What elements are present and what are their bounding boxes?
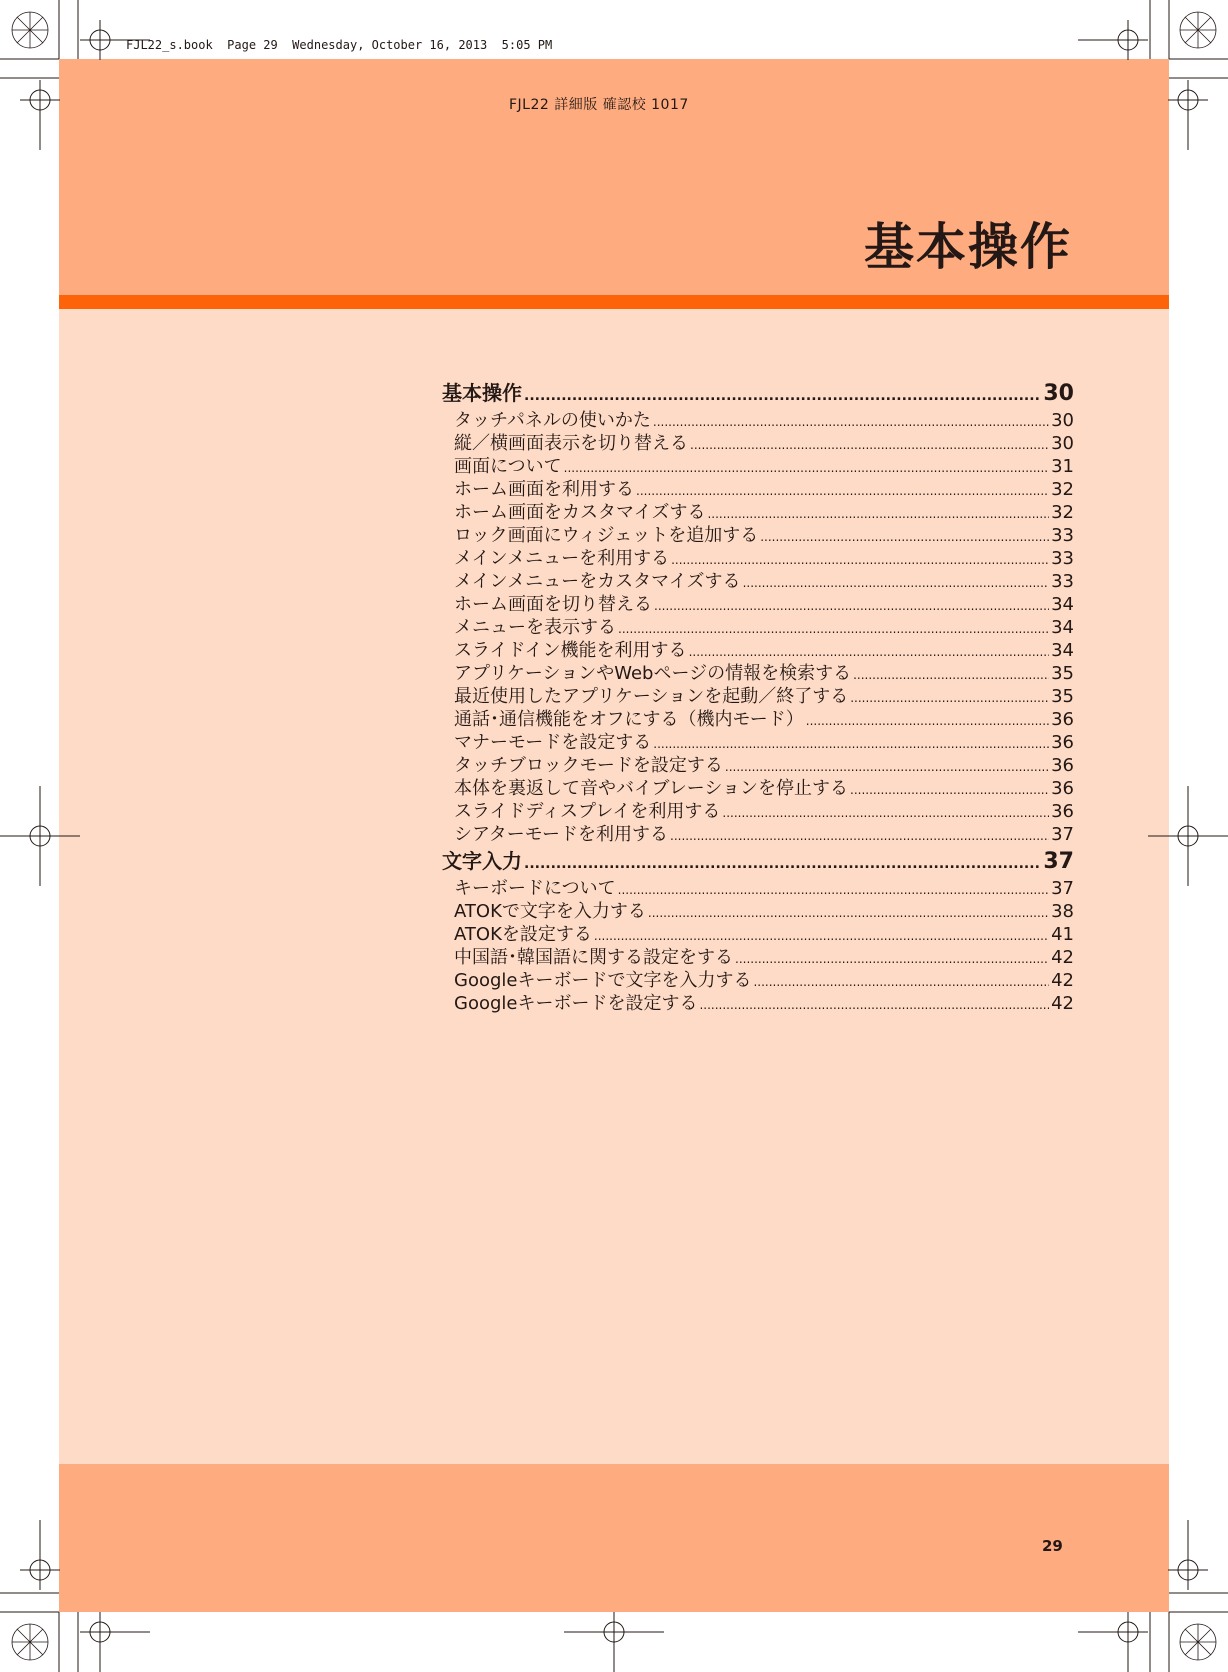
- toc-item-title: ATOKで文字を入力する: [454, 901, 646, 922]
- toc-item[interactable]: [442, 432, 1074, 455]
- toc-leader-dots: [618, 618, 1049, 641]
- toc-item-page: 42: [1051, 970, 1074, 991]
- toc-leader-dots: [670, 825, 1049, 848]
- toc-section[interactable]: [442, 846, 1074, 877]
- toc-item[interactable]: [442, 639, 1074, 662]
- toc-item-title: スライドディスプレイを利用する: [454, 801, 721, 822]
- toc-item-title: 本体を裏返して音やバイブレーションを停止する: [454, 778, 849, 799]
- toc-item-page: 32: [1051, 502, 1074, 523]
- toc-leader-dots: [690, 434, 1049, 457]
- toc-leader-dots: [524, 849, 1041, 880]
- toc-item[interactable]: [442, 501, 1074, 524]
- toc-item-title: 通話･通信機能をオフにする（機内モード）: [454, 709, 804, 730]
- table-of-contents: [442, 378, 1074, 1015]
- toc-item-page: 34: [1051, 594, 1074, 615]
- toc-item-page: 36: [1051, 732, 1074, 753]
- toc-item-page: 34: [1051, 617, 1074, 638]
- toc-item-page: 38: [1051, 901, 1074, 922]
- toc-item-title: 縦／横画面表示を切り替える: [454, 433, 688, 454]
- toc-leader-dots: [618, 879, 1049, 902]
- toc-item-title: タッチパネルの使いかた: [454, 410, 651, 431]
- toc-item-page: 42: [1051, 993, 1074, 1014]
- toc-item-page: 32: [1051, 479, 1074, 500]
- toc-item[interactable]: [442, 992, 1074, 1015]
- toc-leader-dots: [636, 480, 1049, 503]
- toc-item[interactable]: [442, 455, 1074, 478]
- toc-item[interactable]: [442, 823, 1074, 846]
- toc-item-page: 33: [1051, 571, 1074, 592]
- toc-leader-dots: [707, 503, 1049, 526]
- toc-item[interactable]: [442, 731, 1074, 754]
- toc-item-page: 37: [1051, 878, 1074, 899]
- toc-item-title: メニューを表示する: [454, 617, 616, 638]
- toc-item[interactable]: [442, 800, 1074, 823]
- toc-item-title: 最近使用したアプリケーションを起動／終了する: [454, 686, 849, 707]
- toc-item[interactable]: [442, 877, 1074, 900]
- accent-bar: [59, 295, 1169, 309]
- toc-item-title: 画面について: [454, 456, 562, 477]
- toc-section[interactable]: [442, 378, 1074, 409]
- toc-leader-dots: [853, 664, 1049, 687]
- toc-item[interactable]: [442, 923, 1074, 946]
- toc-item[interactable]: [442, 409, 1074, 432]
- toc-item[interactable]: [442, 900, 1074, 923]
- toc-leader-dots: [743, 572, 1050, 595]
- toc-item[interactable]: [442, 754, 1074, 777]
- toc-item-page: 34: [1051, 640, 1074, 661]
- toc-leader-dots: [654, 595, 1049, 618]
- toc-item-title: スライドイン機能を利用する: [454, 640, 687, 661]
- toc-item-title: 中国語･韓国語に関する設定をする: [454, 947, 733, 968]
- toc-item-page: 36: [1051, 778, 1074, 799]
- header-band: [59, 59, 1169, 295]
- toc-item[interactable]: [442, 570, 1074, 593]
- toc-leader-dots: [564, 457, 1049, 480]
- toc-item-page: 35: [1051, 663, 1074, 684]
- toc-leader-dots: [722, 802, 1049, 825]
- page: [59, 59, 1169, 1612]
- toc-item-page: 33: [1051, 548, 1074, 569]
- toc-item-title: ATOKを設定する: [454, 924, 592, 945]
- chapter-title: 基本操作: [864, 218, 1072, 276]
- toc-item[interactable]: [442, 524, 1074, 547]
- toc-leader-dots: [671, 549, 1049, 572]
- toc-item-page: 42: [1051, 947, 1074, 968]
- toc-leader-dots: [735, 948, 1049, 971]
- toc-item-title: シアターモードを利用する: [454, 824, 669, 845]
- toc-leader-dots: [699, 994, 1049, 1017]
- toc-leader-dots: [689, 641, 1050, 664]
- toc-item-title: アプリケーションやWebページの情報を検索する: [454, 663, 852, 684]
- toc-item-page: 36: [1051, 801, 1074, 822]
- toc-leader-dots: [594, 925, 1049, 948]
- toc-item-title: マナーモードを設定する: [454, 732, 652, 753]
- toc-item-title: メインメニューを利用する: [454, 548, 670, 569]
- toc-item[interactable]: [442, 946, 1074, 969]
- toc-item-page: 36: [1051, 755, 1074, 776]
- toc-section-page: 30: [1043, 381, 1074, 406]
- toc-item-title: Googleキーボードで文字を入力する: [454, 970, 752, 991]
- toc-leader-dots: [725, 756, 1049, 779]
- toc-item[interactable]: [442, 616, 1074, 639]
- toc-item[interactable]: [442, 777, 1074, 800]
- proof-label: FJL22 詳細版 確認校 1017: [509, 97, 689, 113]
- toc-item[interactable]: [442, 547, 1074, 570]
- toc-item-title: ホーム画面を切り替える: [454, 594, 652, 615]
- toc-item-page: 41: [1051, 924, 1074, 945]
- toc-item-page: 30: [1051, 433, 1074, 454]
- toc-item-title: ホーム画面を利用する: [454, 479, 634, 500]
- toc-item[interactable]: [442, 685, 1074, 708]
- toc-section-title: 基本操作: [442, 381, 522, 405]
- toc-item[interactable]: [442, 662, 1074, 685]
- toc-leader-dots: [760, 526, 1049, 549]
- toc-item-page: 35: [1051, 686, 1074, 707]
- print-slug: FJL22_s.book Page 29 Wednesday, October 16, 2013 5:05 PM: [126, 38, 553, 52]
- toc-item-page: 37: [1051, 824, 1074, 845]
- toc-item-title: キーボードについて: [454, 878, 616, 899]
- toc-leader-dots: [653, 411, 1049, 434]
- toc-section-page: 37: [1043, 849, 1074, 874]
- toc-item-page: 36: [1051, 709, 1074, 730]
- toc-item-title: Googleキーボードを設定する: [454, 993, 698, 1014]
- toc-leader-dots: [524, 381, 1041, 412]
- toc-item-title: タッチブロックモードを設定する: [454, 755, 723, 776]
- toc-section-title: 文字入力: [442, 849, 522, 873]
- toc-leader-dots: [653, 733, 1049, 756]
- toc-item[interactable]: [442, 478, 1074, 501]
- toc-leader-dots: [753, 971, 1049, 994]
- toc-item-title: ホーム画面をカスタマイズする: [454, 502, 706, 523]
- toc-item-title: メインメニューをカスタマイズする: [454, 571, 741, 592]
- toc-item-title: ロック画面にウィジェットを追加する: [454, 525, 759, 546]
- toc-item-page: 31: [1051, 456, 1074, 477]
- toc-item[interactable]: [442, 708, 1074, 731]
- toc-item[interactable]: [442, 593, 1074, 616]
- page-number: 29: [1042, 1537, 1063, 1555]
- toc-leader-dots: [850, 779, 1049, 802]
- toc-leader-dots: [648, 902, 1049, 925]
- toc-item-page: 30: [1051, 410, 1074, 431]
- toc-item-page: 33: [1051, 525, 1074, 546]
- footer-band: [59, 1464, 1169, 1612]
- toc-leader-dots: [806, 710, 1049, 733]
- toc-leader-dots: [850, 687, 1049, 710]
- toc-item[interactable]: [442, 969, 1074, 992]
